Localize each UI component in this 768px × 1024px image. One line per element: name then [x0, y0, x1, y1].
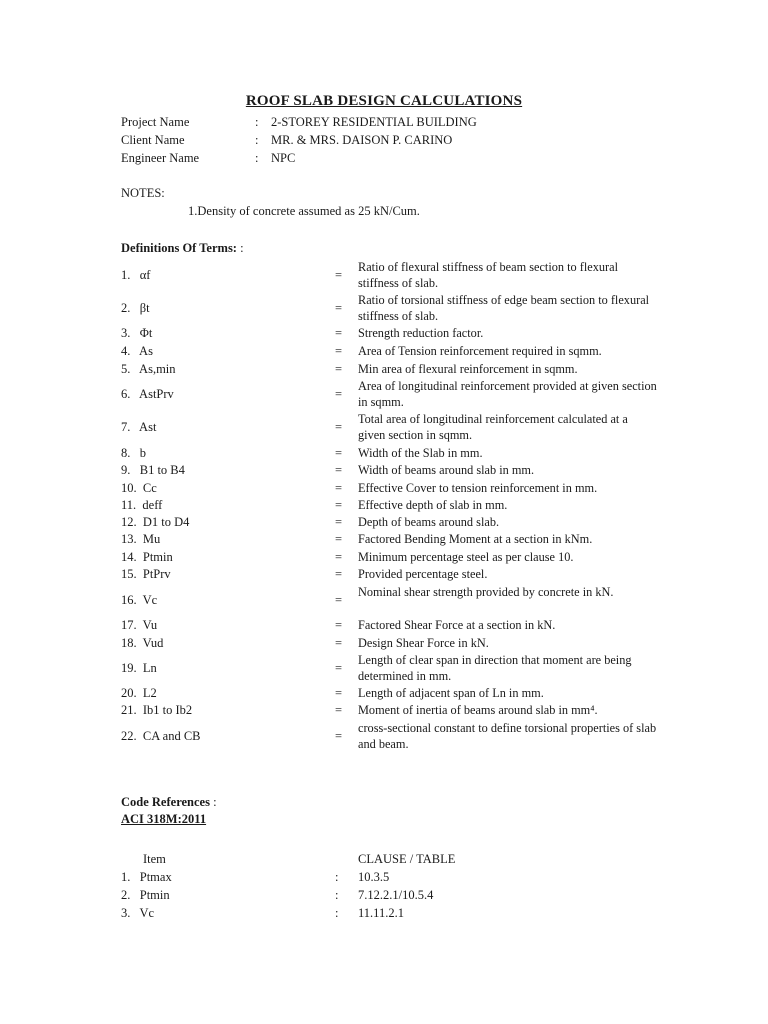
definition-equals: = [335, 268, 343, 282]
code-standard: ACI 318M:2011 [121, 812, 207, 826]
reference-clause: 7.12.2.1/10.5.4 [358, 888, 434, 902]
reference-item: 3. Vc [121, 906, 155, 920]
definition-equals: = [335, 532, 343, 546]
definition-term: 8. b [121, 446, 146, 460]
definition-equals: = [335, 463, 343, 477]
info-value: 2-STOREY RESIDENTIAL BUILDING [271, 115, 477, 129]
definition-equals: = [335, 661, 343, 675]
code-references-heading-text: Code References [121, 795, 210, 809]
definition-term: 5. As,min [121, 362, 176, 376]
definition-text: Strength reduction factor. [358, 326, 484, 340]
definitions-heading [121, 241, 244, 256]
info-label: Engineer Name [121, 151, 200, 165]
definition-text: Minimum percentage steel as per clause 10. [358, 550, 574, 564]
info-colon: : [255, 133, 259, 147]
definition-equals: = [335, 550, 343, 564]
definition-equals: = [335, 326, 343, 340]
reference-colon: : [335, 906, 339, 920]
definition-term: 12. D1 to D4 [121, 515, 190, 529]
definition-text: Area of longitudinal reinforcement provided at given section in sqmm. [358, 379, 657, 409]
definition-term: 21. Ib1 to Ib2 [121, 703, 193, 717]
definition-term: 4. As [121, 344, 153, 358]
definition-equals: = [335, 481, 343, 495]
references-header-row [121, 850, 521, 868]
definition-text: Effective Cover to tension reinforcement in mm. [358, 481, 598, 495]
column-header-clause: CLAUSE / TABLE [358, 852, 456, 866]
definition-text: cross-sectional constant to define torsional properties of slab and beam. [358, 721, 657, 751]
definition-text: Ratio of torsional stiffness of edge beam section to flexural stiffness of slab. [358, 293, 650, 323]
definition-text: Total area of longitudinal reinforcement calculated at a given section in sqmm. [358, 412, 628, 442]
definition-equals: = [335, 344, 343, 358]
definition-text: Factored Shear Force at a section in kN. [358, 618, 556, 632]
info-label: Client Name [121, 133, 185, 147]
definition-term: 6. AstPrv [121, 387, 174, 401]
definition-equals: = [335, 636, 343, 650]
info-value: MR. & MRS. DAISON P. CARINO [271, 133, 453, 147]
definition-term: 18. Vud [121, 636, 164, 650]
reference-row [121, 886, 521, 904]
definition-term: 2. βt [121, 301, 150, 315]
definition-term: 7. Ast [121, 420, 157, 434]
definition-text: Factored Bending Moment at a section in kNm. [358, 532, 593, 546]
definition-term: 10. Cc [121, 481, 157, 495]
definition-text: Min area of flexural reinforcement in sqmm. [358, 362, 578, 376]
definition-term: 19. Ln [121, 661, 157, 675]
document-title: ROOF SLAB DESIGN CALCULATIONS [245, 93, 523, 109]
definition-equals: = [335, 387, 343, 401]
reference-clause: 10.3.5 [358, 870, 390, 884]
info-colon: : [255, 115, 259, 129]
definition-term: 22. CA and CB [121, 729, 201, 743]
reference-row [121, 904, 521, 922]
code-references-heading [121, 795, 217, 810]
definition-term: 11. deff [121, 498, 163, 512]
definition-text: Ratio of flexural stiffness of beam section to flexural stiffness of slab. [358, 260, 618, 290]
definition-text: Design Shear Force in kN. [358, 636, 489, 650]
definition-term: 3. Φt [121, 326, 153, 340]
definition-equals: = [335, 362, 343, 376]
definition-equals: = [335, 301, 343, 315]
definition-text: Depth of beams around slab. [358, 515, 500, 529]
definition-equals: = [335, 729, 343, 743]
definition-equals: = [335, 567, 343, 581]
definition-text: Length of clear span in direction that moment are being determined in mm. [358, 653, 632, 683]
definition-equals: = [335, 593, 343, 607]
definition-text: Effective depth of slab in mm. [358, 498, 508, 512]
definition-term: 9. B1 to B4 [121, 463, 185, 477]
column-header-item: Item [143, 852, 166, 866]
reference-colon: : [335, 888, 339, 902]
definition-term: 13. Mu [121, 532, 161, 546]
code-references-heading-colon: : [209, 795, 217, 809]
definition-term: 20. L2 [121, 686, 157, 700]
definition-text: Length of adjacent span of Ln in mm. [358, 686, 544, 700]
definition-equals: = [335, 515, 343, 529]
definition-term: 17. Vu [121, 618, 158, 632]
definition-text: Width of the Slab in mm. [358, 446, 483, 460]
reference-row [121, 868, 521, 886]
reference-clause: 11.11.2.1 [358, 906, 404, 920]
reference-colon: : [335, 870, 339, 884]
definition-term: 14. Ptmin [121, 550, 173, 564]
definition-equals: = [335, 420, 343, 434]
definition-text: Provided percentage steel. [358, 567, 488, 581]
reference-item: 2. Ptmin [121, 888, 170, 902]
definition-text: Width of beams around slab in mm. [358, 463, 535, 477]
definition-text: Nominal shear strength provided by concrete in kN. [358, 585, 614, 599]
definition-equals: = [335, 618, 343, 632]
definition-equals: = [335, 703, 343, 717]
notes-item: 1.Density of concrete assumed as 25 kN/Cum. [188, 204, 420, 218]
info-colon: : [255, 151, 259, 165]
reference-item: 1. Ptmax [121, 870, 172, 884]
info-label: Project Name [121, 115, 190, 129]
definition-term: 1. αf [121, 268, 151, 282]
definition-term: 16. Vc [121, 593, 158, 607]
definition-equals: = [335, 446, 343, 460]
definitions-heading-text: Definitions Of Terms: [121, 241, 237, 255]
definitions-heading-colon: : [236, 241, 244, 255]
info-value: NPC [271, 151, 296, 165]
definition-text: Area of Tension reinforcement required in sqmm. [358, 344, 602, 358]
definition-equals: = [335, 498, 343, 512]
definition-text: Moment of inertia of beams around slab in mm⁴. [358, 703, 598, 717]
definition-term: 15. PtPrv [121, 567, 171, 581]
notes-heading: NOTES: [121, 186, 165, 200]
definition-equals: = [335, 686, 343, 700]
